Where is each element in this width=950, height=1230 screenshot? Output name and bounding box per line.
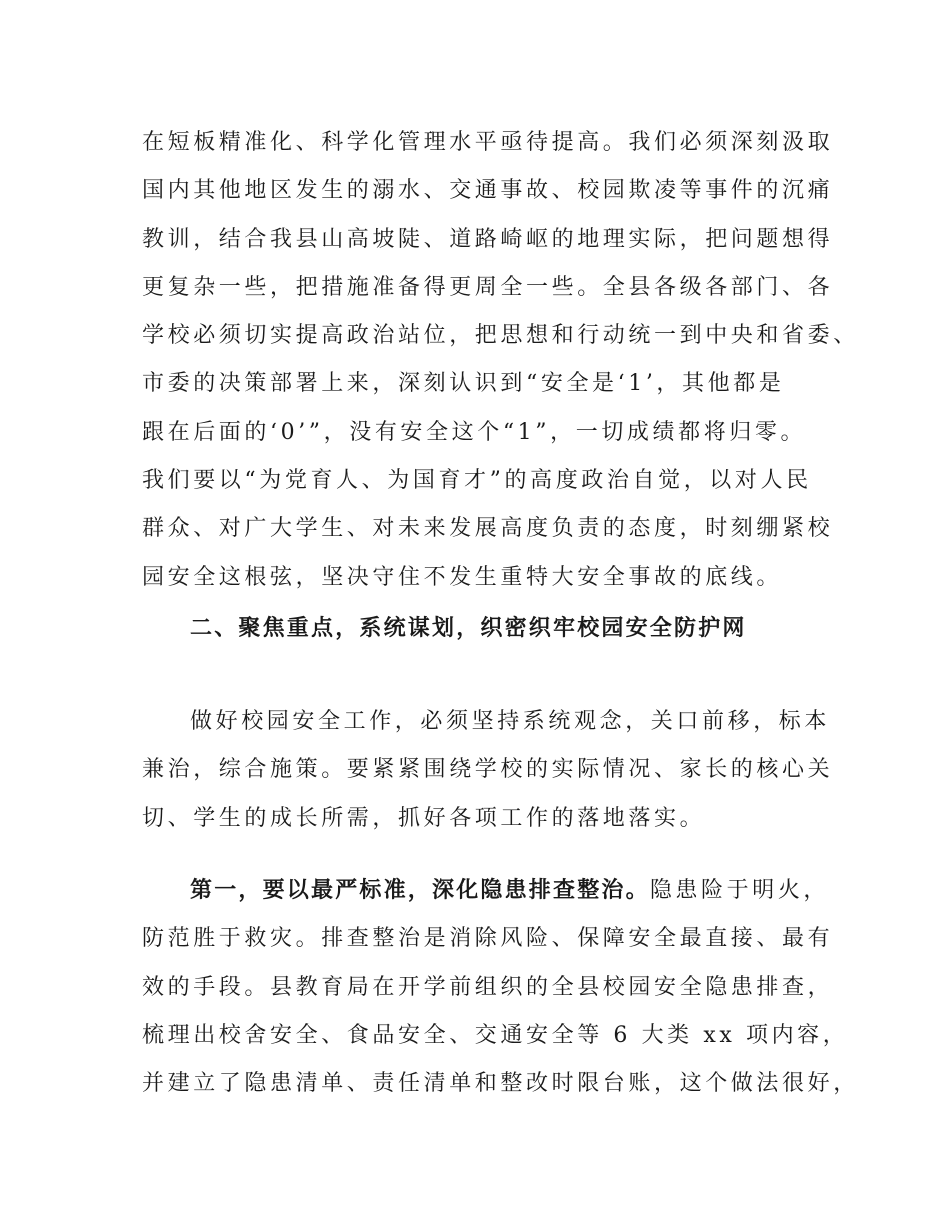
paragraph-line: 国内其他地区发生的溺水、交通事故、校园欺凌等事件的沉痛: [142, 178, 834, 203]
paragraph-line: 市委的决策部署上来，深刻认识到“安全是‘1’，其他都是: [142, 371, 785, 396]
paragraph-line: 更复杂一些，把措施准备得更周全一些。全县各级各部门、各: [142, 275, 834, 300]
paragraph-line: 教训，结合我县山高坡陡、道路崎岖的地理实际，把问题想得: [142, 227, 834, 252]
paragraph-line: 群众、对广大学生、对未来发展高度负责的态度，时刻绷紧校: [142, 516, 834, 541]
paragraph-line: 防范胜于救灾。排查整治是消除风险、保障安全最直接、最有: [142, 926, 834, 951]
paragraph-line: 梳理出校舍安全、食品安全、交通安全等 6 大类 xx 项内容，: [142, 1023, 849, 1048]
paragraph-line: 我们要以“为党育人、为国育才”的高度政治自觉，以对人民: [142, 468, 812, 493]
paragraph-line: 兼治，综合施策。要紧紧围绕学校的实际情况、家长的核心关: [142, 757, 834, 782]
paragraph-line: 园安全这根弦，坚决守住不发生重特大安全事故的底线。: [142, 565, 783, 590]
paragraph-line: 切、学生的成长所需，抓好各项工作的落地落实。: [142, 806, 706, 831]
paragraph-line: 跟在后面的‘0’”，没有安全这个“1”，一切成绩都将归零。: [142, 420, 807, 445]
paragraph-line: 做好校园安全工作，必须坚持系统观念，关口前移，标本: [190, 709, 831, 734]
section-heading: 二、聚焦重点，系统谋划，织密织牢校园安全防护网: [190, 616, 747, 641]
paragraph-lead-bold: 第一，要以最严标准，深化隐患排查整治。: [190, 878, 650, 903]
paragraph-line: 并建立了隐患清单、责任清单和整改时限台账，这个做法很好，: [142, 1071, 859, 1096]
paragraph-line: 学校必须切实提高政治站位，把思想和行动统一到中央和省委、: [142, 323, 859, 348]
paragraph-line: 在短板精准化、科学化管理水平亟待提高。我们必须深刻汲取: [142, 130, 834, 155]
paragraph-line: 效的手段。县教育局在开学前组织的全县校园安全隐患排查，: [142, 975, 834, 1000]
paragraph-lead-rest: 隐患险于明火，: [649, 878, 830, 903]
paragraph-first-line: [190, 876, 829, 906]
